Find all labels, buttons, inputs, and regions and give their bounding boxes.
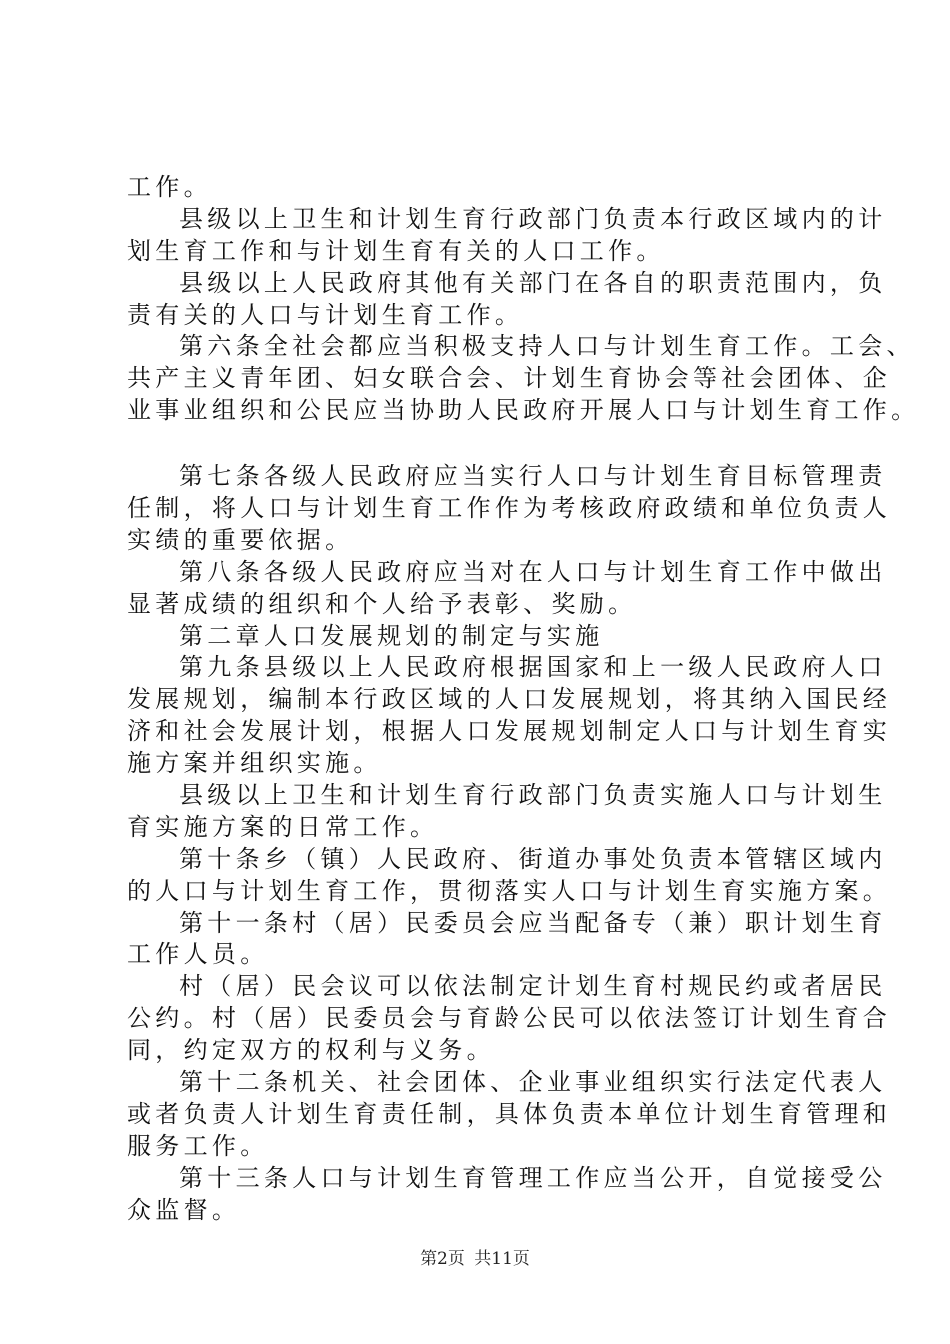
text-line: 施方案并组织实施。	[127, 749, 382, 778]
text-line: 的人口与计划生育工作，贯彻落实人口与计划生育实施方案。	[127, 876, 892, 905]
text-line: 县级以上卫生和计划生育行政部门负责本行政区域内的计	[179, 204, 887, 233]
text-line: 第二章人口发展规划的制定与实施	[179, 621, 604, 650]
text-line: 实绩的重要依据。	[127, 525, 354, 554]
text-line: 县级以上人民政府其他有关部门在各自的职责范围内，负	[179, 268, 887, 297]
text-line: 育实施方案的日常工作。	[127, 812, 439, 841]
text-line: 第六条全社会都应当积极支持人口与计划生育工作。工会、	[179, 332, 915, 361]
page-number: 第2页	[420, 1249, 465, 1269]
text-line: 显著成绩的组织和个人给予表彰、奖励。	[127, 589, 637, 618]
text-line: 第十三条人口与计划生育管理工作应当公开，自觉接受公	[179, 1163, 887, 1192]
text-line: 工作。	[127, 173, 212, 201]
page-footer	[0, 1244, 950, 1269]
text-line: 济和社会发展计划，根据人口发展规划制定人口与计划生育实	[127, 717, 892, 746]
text-line: 众监督。	[127, 1195, 241, 1224]
text-line: 县级以上卫生和计划生育行政部门负责实施人口与计划生	[179, 781, 887, 810]
text-line: 第八条各级人民政府应当对在人口与计划生育工作中做出	[179, 557, 887, 586]
text-line: 公约。村（居）民委员会与育龄公民可以依法签订计划生育合	[127, 1004, 892, 1033]
text-line: 第七条各级人民政府应当实行人口与计划生育目标管理责	[179, 462, 887, 491]
text-line: 同，约定双方的权利与义务。	[127, 1036, 495, 1065]
text-line: 任制，将人口与计划生育工作作为考核政府政绩和单位负责人	[127, 494, 892, 523]
text-line: 发展规划，编制本行政区域的人口发展规划，将其纳入国民经	[127, 685, 892, 714]
text-line: 划生育工作和与计划生育有关的人口工作。	[127, 236, 665, 265]
text-line: 服务工作。	[127, 1131, 269, 1160]
total-pages: 共11页	[474, 1249, 530, 1269]
text-line: 工作人员。	[127, 940, 269, 969]
document-body	[127, 172, 920, 1227]
text-line: 第九条县级以上人民政府根据国家和上一级人民政府人口	[179, 653, 887, 682]
text-line: 第十条乡（镇）人民政府、街道办事处负责本管辖区域内	[179, 844, 887, 873]
text-line: 业事业组织和公民应当协助人民政府开展人口与计划生育工作。	[127, 396, 920, 425]
text-line: 第十二条机关、社会团体、企业事业组织实行法定代表人	[179, 1068, 887, 1097]
text-line: 村（居）民会议可以依法制定计划生育村规民约或者居民	[179, 972, 887, 1001]
text-line: 第十一条村（居）民委员会应当配备专（兼）职计划生育	[179, 908, 887, 937]
text-line: 责有关的人口与计划生育工作。	[127, 300, 524, 329]
text-line: 共产主义青年团、妇女联合会、计划生育协会等社会团体、企	[127, 364, 892, 393]
paragraph-gap	[127, 427, 855, 461]
text-line: 或者负责人计划生育责任制，具体负责本单位计划生育管理和	[127, 1099, 892, 1128]
